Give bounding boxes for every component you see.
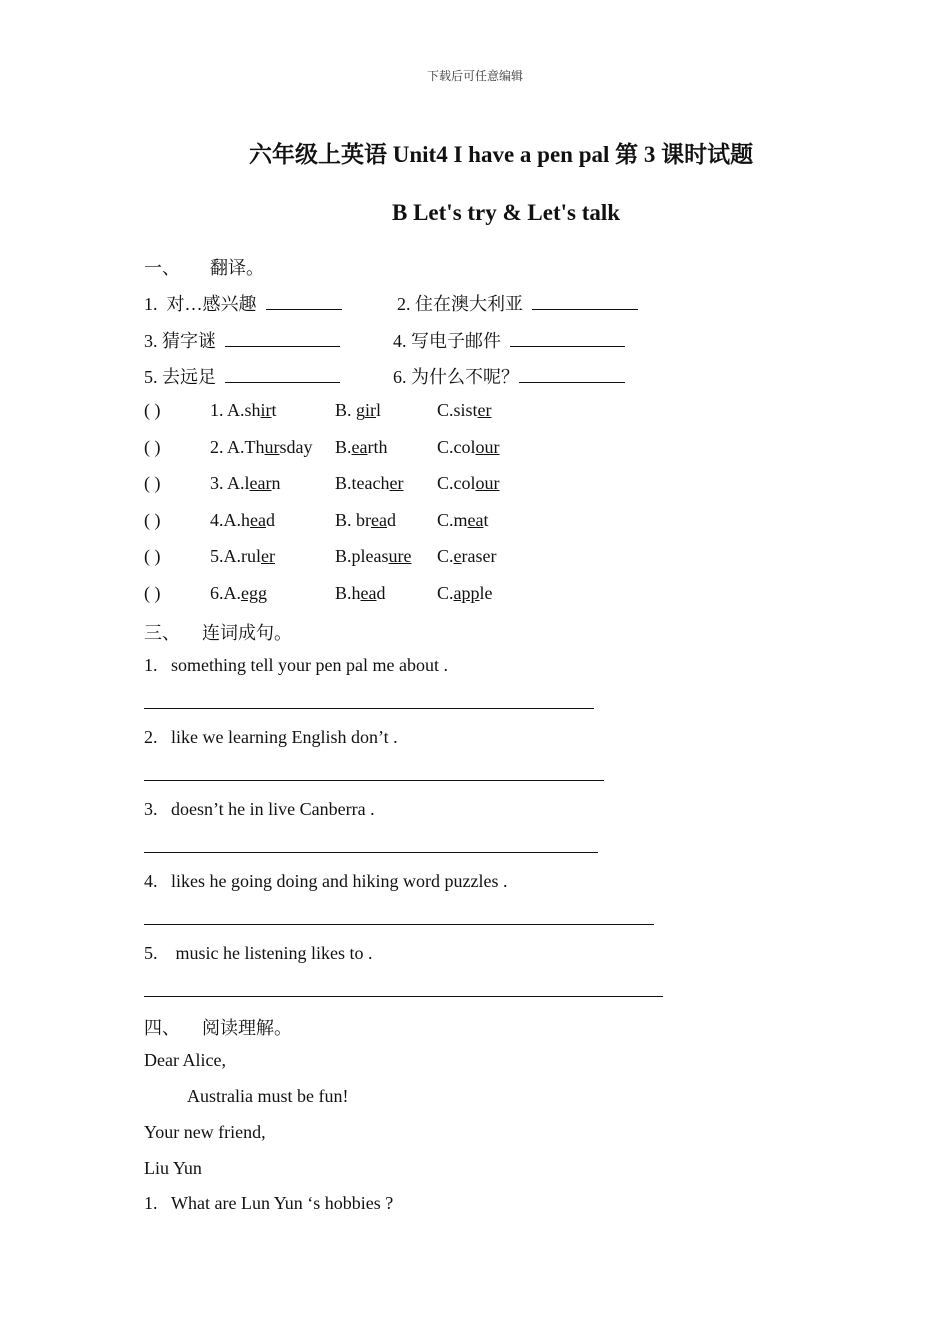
translate-item-2: 2. 住在澳大利亚 (397, 290, 638, 316)
choice-row (144, 583, 493, 604)
option-c: C.colour (437, 473, 500, 493)
answer-line[interactable] (144, 708, 594, 709)
option-c: C.eraser (437, 546, 497, 566)
answer-bracket[interactable]: ( ) (144, 510, 161, 530)
answer-blank[interactable] (266, 293, 342, 310)
answer-bracket[interactable]: ( ) (144, 546, 161, 566)
section-title: 连词成句。 (202, 623, 292, 643)
choice-row (144, 400, 492, 421)
page-subtitle: B Let's try & Let's talk (392, 200, 621, 225)
option-c: C.apple (437, 583, 493, 603)
translate-item-1: 1. 对…感兴趣 (144, 290, 342, 316)
reorder-item-5: 5. music he listening likes to . (144, 943, 373, 963)
page-title: 六年级上英语 Unit4 I have a pen pal 第 3 课时试题 (249, 142, 754, 167)
choice-row (144, 510, 489, 531)
answer-blank[interactable] (532, 293, 638, 310)
answer-bracket[interactable]: ( ) (144, 400, 161, 420)
option-a: 4.A.head (210, 510, 275, 530)
answer-blank[interactable] (510, 330, 625, 347)
letter-signature: Liu Yun (144, 1158, 202, 1178)
reorder-item-3: 3. doesn’t he in live Canberra . (144, 799, 375, 819)
translate-item-4: 4. 写电子邮件 (393, 327, 625, 353)
option-a: 1. A.shirt (210, 400, 277, 420)
option-a: 6.A.egg (210, 583, 267, 603)
answer-line[interactable] (144, 852, 598, 853)
section-number: 一、 (144, 258, 180, 278)
choice-row (144, 437, 500, 458)
section-number: 三、 (144, 623, 180, 643)
choice-row (144, 546, 497, 567)
reading-question-1: 1. What are Lun Yun ‘s hobbies ? (144, 1193, 394, 1213)
section-title: 翻译。 (210, 258, 264, 278)
answer-line[interactable] (144, 924, 654, 925)
answer-blank[interactable] (225, 330, 340, 347)
reorder-item-1: 1. something tell your pen pal me about . (144, 655, 448, 675)
answer-line[interactable] (144, 996, 663, 997)
option-b: B.head (335, 583, 386, 603)
section-number: 四、 (144, 1018, 180, 1038)
option-b: B.teacher (335, 473, 404, 493)
letter-closing: Your new friend, (144, 1122, 266, 1142)
answer-bracket[interactable]: ( ) (144, 583, 161, 603)
answer-blank[interactable] (225, 366, 340, 383)
letter-body: Australia must be fun! (187, 1086, 349, 1106)
option-c: C.colour (437, 437, 500, 457)
answer-blank[interactable] (519, 366, 625, 383)
option-a: 5.A.ruler (210, 546, 275, 566)
reorder-item-4: 4. likes he going doing and hiking word puzzles . (144, 871, 508, 891)
page-header: 下载后可任意编辑 (426, 69, 523, 83)
translate-item-3: 3. 猜字谜 (144, 327, 340, 353)
answer-line[interactable] (144, 780, 604, 781)
reorder-item-2: 2. like we learning English don’t . (144, 727, 398, 747)
section-3-heading (144, 619, 292, 645)
choice-row (144, 473, 500, 494)
option-a: 3. A.learn (210, 473, 281, 493)
answer-bracket[interactable]: ( ) (144, 437, 161, 457)
section-4-heading (144, 1014, 292, 1040)
section-title: 阅读理解。 (202, 1018, 292, 1038)
option-a: 2. A.Thursday (210, 437, 313, 457)
letter-greeting: Dear Alice, (144, 1050, 226, 1070)
option-c: C.meat (437, 510, 489, 530)
translate-item-5: 5. 去远足 (144, 363, 340, 389)
option-b: B. bread (335, 510, 396, 530)
option-c: C.sister (437, 400, 492, 420)
translate-item-6: 6. 为什么不呢？ (393, 363, 625, 389)
option-b: B.earth (335, 437, 388, 457)
option-b: B.pleasure (335, 546, 412, 566)
answer-bracket[interactable]: ( ) (144, 473, 161, 493)
option-b: B. girl (335, 400, 382, 420)
section-1-heading (144, 254, 264, 280)
